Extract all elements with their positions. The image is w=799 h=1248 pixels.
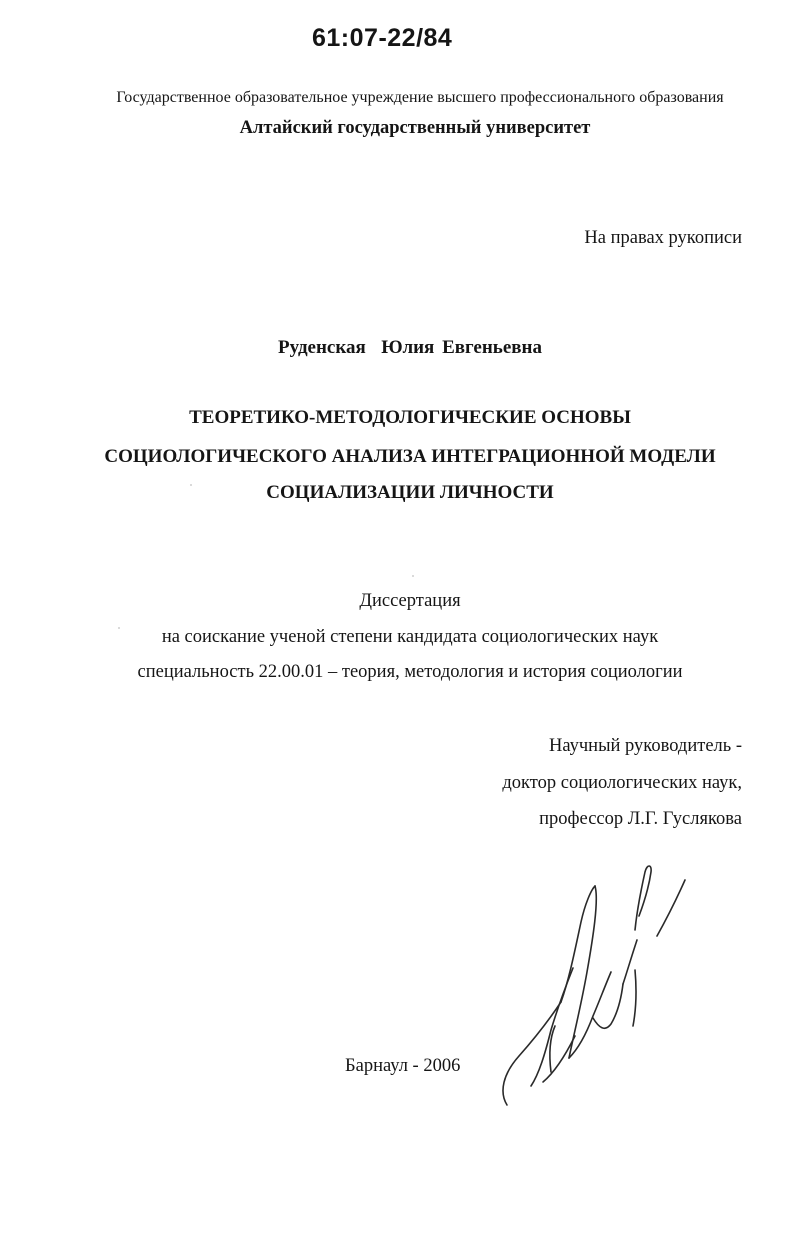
scan-speck bbox=[412, 575, 414, 577]
author-name: Руденская Юлия Евгеньевна bbox=[278, 337, 542, 358]
dissertation-title-line: ТЕОРЕТИКО-МЕТОДОЛОГИЧЕСКИЕ ОСНОВЫ bbox=[189, 407, 631, 428]
specialty: специальность 22.00.01 – теория, методология и история социологии bbox=[137, 662, 683, 682]
institution-name: Государственное образовательное учреждение высшего профессионального образования bbox=[116, 89, 724, 106]
manuscript-note: На правах рукописи bbox=[584, 228, 742, 248]
city-year: Барнаул - 2006 bbox=[345, 1056, 461, 1076]
advisor-degree: доктор социологических наук, bbox=[502, 773, 742, 793]
scan-speck bbox=[190, 484, 192, 486]
degree-sought: на соискание ученой степени кандидата социологических наук bbox=[161, 627, 659, 647]
advisor-role: Научный руководитель - bbox=[549, 736, 742, 756]
university-name: Алтайский государственный университет bbox=[239, 118, 591, 138]
scan-speck bbox=[118, 627, 120, 629]
dissertation-title-line: СОЦИОЛОГИЧЕСКОГО АНАЛИЗА ИНТЕГРАЦИОННОЙ МОДЕЛИ bbox=[104, 446, 716, 467]
archive-stamp-number: 61:07-22/84 bbox=[312, 24, 453, 52]
handwritten-signature-icon bbox=[495, 860, 705, 1120]
dissertation-title-line: СОЦИАЛИЗАЦИИ ЛИЧНОСТИ bbox=[266, 482, 554, 503]
document-type: Диссертация bbox=[359, 591, 461, 611]
advisor-name: профессор Л.Г. Гуслякова bbox=[539, 809, 742, 829]
